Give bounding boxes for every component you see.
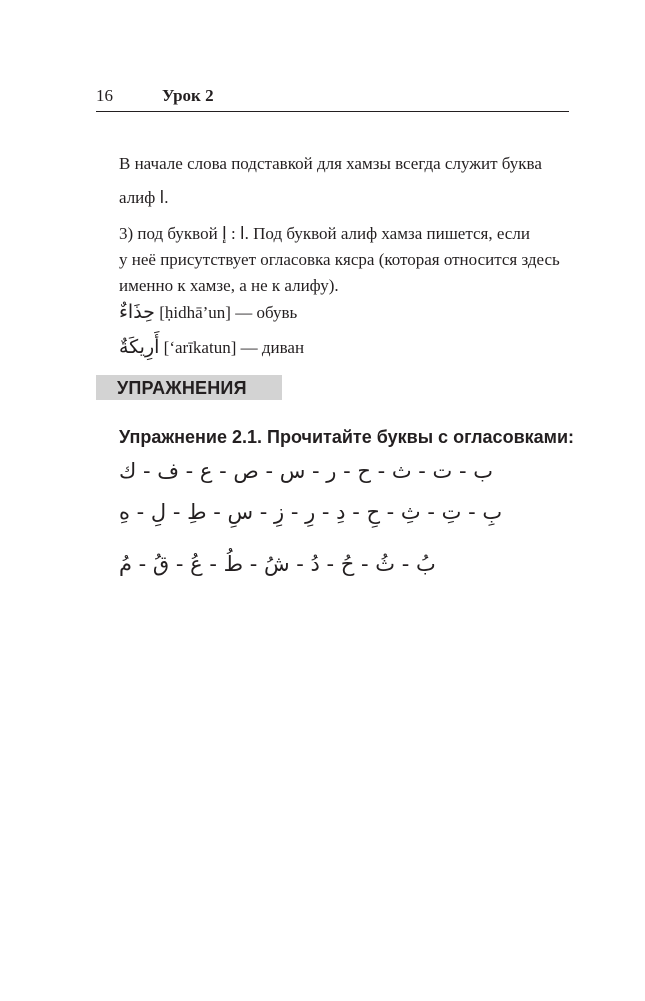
- page-number: 16: [96, 86, 113, 105]
- section-heading: УПРАЖНЕНИЯ: [117, 378, 247, 398]
- arabic-letter-alif: ا: [239, 224, 245, 244]
- arabic-letters-row-2: [119, 496, 569, 528]
- exercise-title: Упражнение 2.1. Прочитайте буквы с огласовками:: [119, 427, 575, 447]
- paragraph-line: именно к хамзе, а не к алифу).: [119, 276, 339, 295]
- arabic-letter-alif: ا: [159, 188, 165, 208]
- example-word-shoes: [119, 299, 297, 326]
- running-title: Урок 2: [162, 86, 214, 105]
- arabic-letters-row-1: [119, 455, 569, 487]
- arabic-letters-row-3: [119, 548, 569, 580]
- paragraph-text: В начале слова подставкой для хамзы всегда служит буква: [119, 154, 542, 173]
- paragraph-colon: :: [226, 224, 240, 243]
- header-rule: [96, 111, 569, 112]
- arabic-letters: ب - ت - ث - ح - ر - س - ص - ع - ف - ك: [119, 459, 493, 483]
- paragraph-text: алиф: [119, 188, 156, 207]
- paragraph-alif-line2: [119, 185, 569, 211]
- arabic-letter-alif-hamza-below: إ: [221, 224, 227, 244]
- example-transliteration: [ḥidhā’un] — обувь: [159, 303, 298, 322]
- example-arabic-word: حِذَاءٌ: [119, 301, 155, 323]
- paragraph-text: 3) под буквой: [119, 224, 218, 243]
- paragraph-period: .: [164, 188, 169, 207]
- example-word-sofa: [119, 334, 304, 361]
- paragraph-alif-line1: [119, 151, 569, 177]
- example-arabic-word: أَرِيكَةٌ: [119, 336, 160, 358]
- paragraph-hamza-kasra: [119, 221, 569, 299]
- arabic-letters: بِ - تِ - ثِ - حِ - دِ - رِ - زِ - سِ - طِ - لِ - هِ: [119, 500, 503, 524]
- paragraph-line: [119, 221, 569, 247]
- example-transliteration: [‘arīkatun] — диван: [163, 338, 305, 357]
- paragraph-line: у неё присутствует огласовка кясра (которая относится здесь: [119, 250, 560, 269]
- arabic-letters: بُ - ثُ - حُ - دُ - شُ - طُ - عُ - قُ - مُ: [119, 552, 436, 576]
- page-header: [96, 86, 568, 110]
- paragraph-text: . Под буквой алиф хамза пишется, если: [244, 224, 530, 243]
